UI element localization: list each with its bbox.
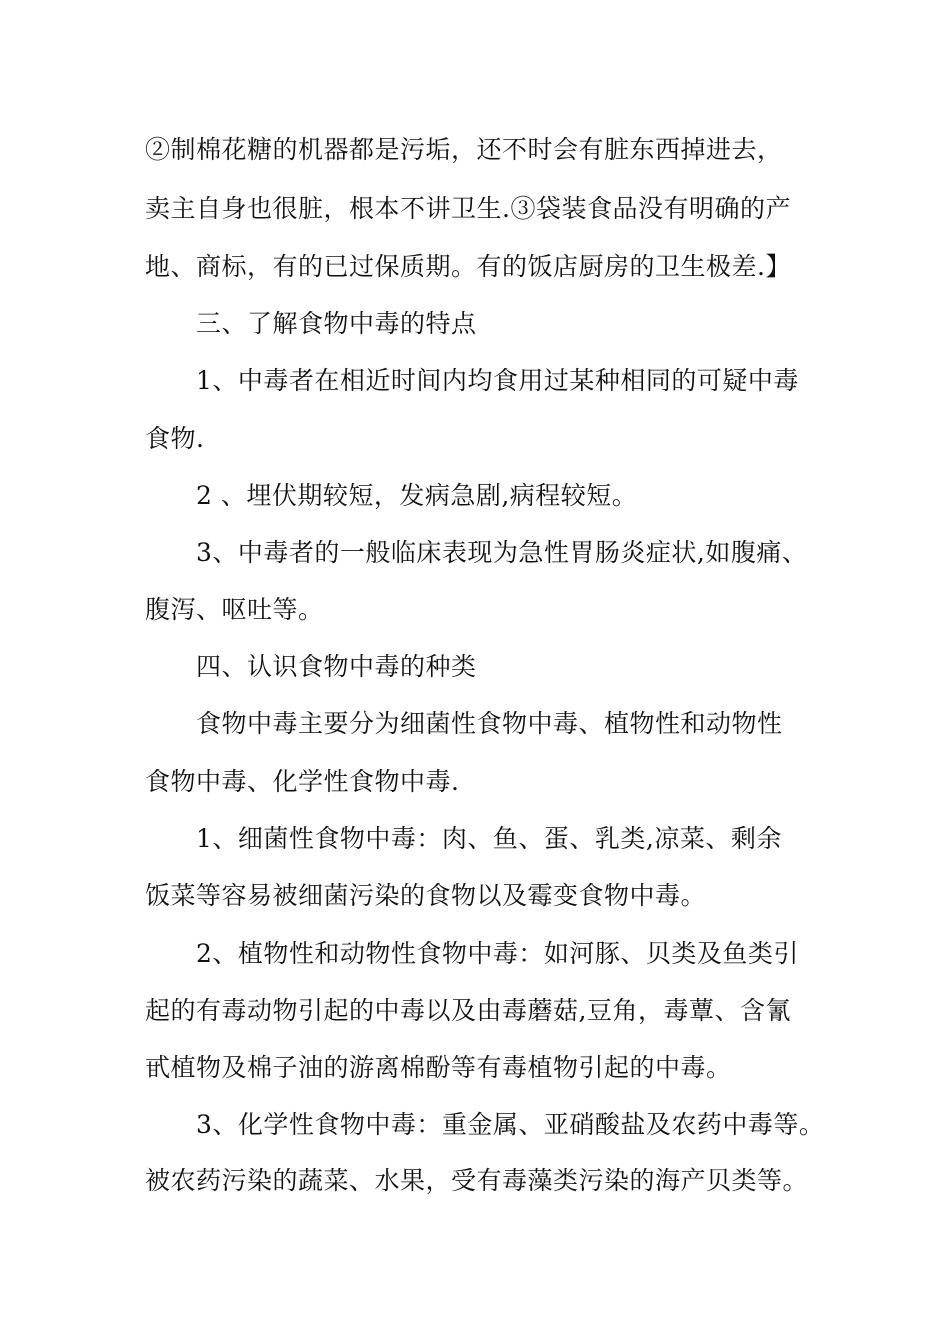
section-heading: 三、了解食物中毒的特点 [196, 309, 477, 338]
paragraph-line: 起的有毒动物引起的中毒以及由毒蘑菇,豆角，毒蕈、含氰 [145, 996, 791, 1025]
paragraph-line: ②制棉花糖的机器都是污垢，还不时会有脏东西掉进去， [145, 135, 783, 164]
paragraph-line: 1、中毒者在相近时间内均食用过某种相同的可疑中毒 [196, 366, 799, 395]
paragraph-line: 被农药污染的蔬菜、水果，受有毒藻类污染的海产贝类等。 [145, 1166, 809, 1195]
paragraph-line: 2 、埋伏期较短，发病急剧,病程较短。 [196, 481, 638, 510]
paragraph-line: 3、化学性食物中毒：重金属、亚硝酸盐及农药中毒等。 [196, 1110, 825, 1139]
paragraph-line: 卖主自身也很脏，根本不讲卫生.③袋装食品没有明确的产 [145, 194, 791, 223]
paragraph-line: 3、中毒者的一般临床表现为急性胃肠炎症状,如腹痛、 [196, 538, 808, 567]
paragraph-line: 食物中毒、化学性食物中毒. [145, 767, 460, 796]
paragraph-line: 1、细菌性食物中毒：肉、鱼、蛋、乳类,凉菜、剩余 [196, 824, 782, 853]
paragraph-line: 甙植物及棉子油的游离棉酚等有毒植物引起的中毒。 [145, 1053, 732, 1082]
paragraph-line: 地、商标，有的已过保质期。有的饭店厨房的卫生极差.】 [145, 252, 791, 281]
section-heading: 四、认识食物中毒的种类 [196, 652, 477, 681]
paragraph-line: 2、植物性和动物性食物中毒：如河豚、贝类及鱼类引 [196, 939, 799, 968]
paragraph-line: 食物中毒主要分为细菌性食物中毒、植物性和动物性 [196, 709, 783, 738]
paragraph-line: 饭菜等容易被细菌污染的食物以及霉变食物中毒。 [145, 881, 707, 910]
paragraph-line: 腹泻、呕吐等。 [145, 595, 324, 624]
paragraph-line: 食物. [145, 424, 205, 453]
